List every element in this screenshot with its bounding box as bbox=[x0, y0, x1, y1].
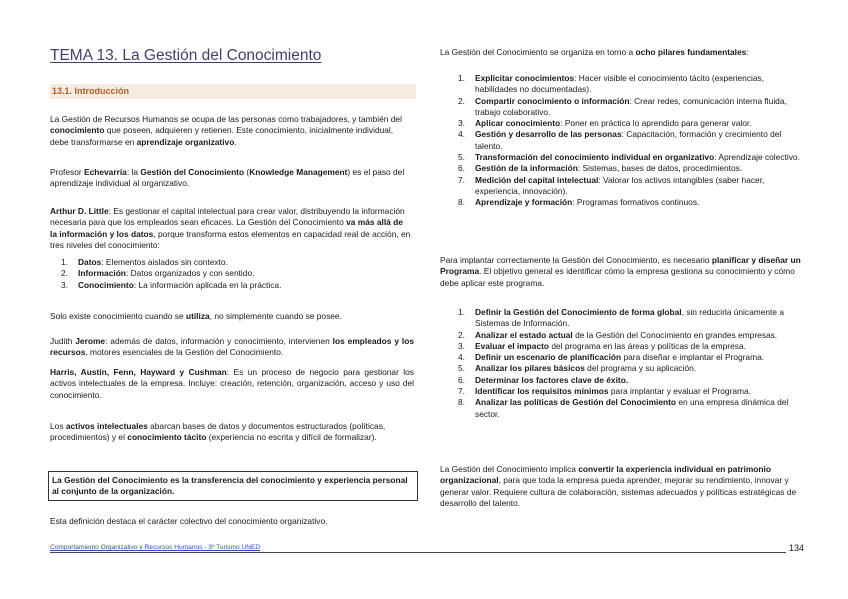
list-item: 8. Analizar las políticas de Gestión del Conocimiento en una empresa dinámica del sector. bbox=[458, 397, 789, 419]
page-number: 134 bbox=[789, 543, 805, 553]
section-heading: 13.1. Introducción bbox=[50, 84, 416, 99]
para-jerome: Judith Jerome: además de datos, información y conocimiento, intervienen los empleados y los recursos, motores esenciales de la Gestión del Conocimiento. bbox=[50, 336, 414, 358]
para-programa: Para implantar correctamente la Gestión del Conocimiento, es necesario planificar y diseñar un Programa. El objetivo general es identificar cómo la empresa gestiona su conocimiento y cómo debe aplicar este programa. bbox=[440, 255, 801, 288]
footer-divider bbox=[50, 552, 786, 553]
list-item: 3. Conocimiento: La información aplicada en la práctica. bbox=[61, 279, 282, 290]
definition-box: La Gestión del Conocimiento es la transferencia del conocimiento y experiencia personal al conjunto de la organización. bbox=[48, 471, 418, 501]
footer-course-link[interactable]: Comportamiento Organizativo y Recursos Humanos - 3º Turismo UNED bbox=[50, 544, 261, 551]
para-harris: Harris, Austin, Fenn, Hayward y Cushman: Es un proceso de negocio para gestionar los activos intelectuales de la empresa. Incluye: creación, retención, organización, acceso y uso del conocimiento. bbox=[50, 367, 414, 400]
list-item: 6. Gestión de la información: Sistemas, bases de datos, procedimientos. bbox=[458, 163, 743, 174]
list-item: 5. Analizar los pilares básicos del programa y su aplicación. bbox=[458, 363, 697, 374]
list-item: 2. Información: Datos organizados y con sentido. bbox=[61, 268, 255, 279]
list-item: 1. Explicitar conocimientos: Hacer visible el conocimiento tácito (experiencias, habilidades no documentadas). bbox=[458, 73, 765, 95]
list-item: 7. Identificar los requisitos mínimos para implantar y evaluar el Programa. bbox=[458, 386, 752, 397]
para-destaca: Esta definición destaca el carácter colectivo del conocimiento organizativo. bbox=[50, 516, 328, 526]
list-item: 3. Evaluar el impacto del programa en las áreas y políticas de la empresa. bbox=[458, 340, 746, 351]
pasos-list bbox=[451, 307, 803, 420]
list-item: 7. Medición del capital intelectual: Valorar los activos intangibles (saber hacer, experiencia, innovación). bbox=[458, 174, 765, 196]
list-item: 4. Gestión y desarrollo de las personas: Capacitación, formación y crecimiento del talento. bbox=[458, 129, 782, 151]
list-item: 4. Definir un escenario de planificación para diseñar e implantar el Programa. bbox=[458, 352, 765, 363]
para-little: Arthur D. Little: Es gestionar el capital intelectual para crear valor, distribuyendo la información necesaria para que los empleados sean eficaces. La Gestión del Conocimiento va más allá de la información y los datos, porque transforma estos elementos en capacidad real de acción, en tres niveles del conocimiento: bbox=[50, 206, 411, 250]
list-item: 1. Definir la Gestión del Conocimiento de forma global, sin reducirla únicamente a Sistemas de Información. bbox=[458, 307, 785, 329]
para-intro: La Gestión de Recursos Humanos se ocupa de las personas como trabajadores, y también del conocimiento que poseen, adquieren y retienen. Este conocimiento, inicialmente individual, debe transformarse en aprendizaje organizativo. bbox=[50, 114, 402, 147]
list-item: 3. Aplicar conocimiento: Poner en práctica lo aprendido para generar valor. bbox=[458, 118, 752, 129]
pilares-list bbox=[451, 73, 803, 209]
list-item: 5. Transformación del conocimiento individual en organizativo: Aprendizaje colectivo. bbox=[458, 152, 800, 163]
list-item: 6. Determinar los factores clave de éxito. bbox=[458, 374, 629, 385]
para-final: La Gestión del Conocimiento implica convertir la experiencia individual en patrimonio organizacional, para que toda la empresa pueda aprender, mejorar su rendimiento, innovar y generar valor. Requiere cultura de colaboración, sistemas adecuados y políticas estratégicas de desarrollo del talento. bbox=[440, 464, 797, 508]
para-echevarria: Profesor Echevarría: la Gestión del Conocimiento (Knowledge Management) es el paso del aprendizaje individual al organizativo. bbox=[50, 167, 405, 189]
list-item: 2. Compartir conocimiento o información: Crear redes, comunicación interna fluida, trabajo colaborativo. bbox=[458, 95, 787, 117]
para-activos: Los activos intelectuales abarcan bases de datos y documentos estructurados (políticas, procedimientos) y el conocimiento tácito (experiencia no escrita y difícil de formalizar). bbox=[50, 421, 386, 443]
page-title: TEMA 13. La Gestión del Conocimiento bbox=[50, 47, 322, 64]
list-item: 8. Aprendizaje y formación: Programas formativos continuos. bbox=[458, 197, 700, 208]
list-item: 1. Datos: Elementos aislados sin contexto. bbox=[61, 257, 228, 267]
para-pilares-intro: La Gestión del Conocimiento se organiza en torno a ocho pilares fundamentales: bbox=[440, 47, 749, 57]
levels-list bbox=[54, 257, 404, 291]
para-solo: Solo existe conocimiento cuando se utiliza, no simplemente cuando se posee. bbox=[50, 311, 342, 321]
list-item: 2. Analizar el estado actual de la Gestión del Conocimiento en grandes empresas. bbox=[458, 329, 778, 340]
